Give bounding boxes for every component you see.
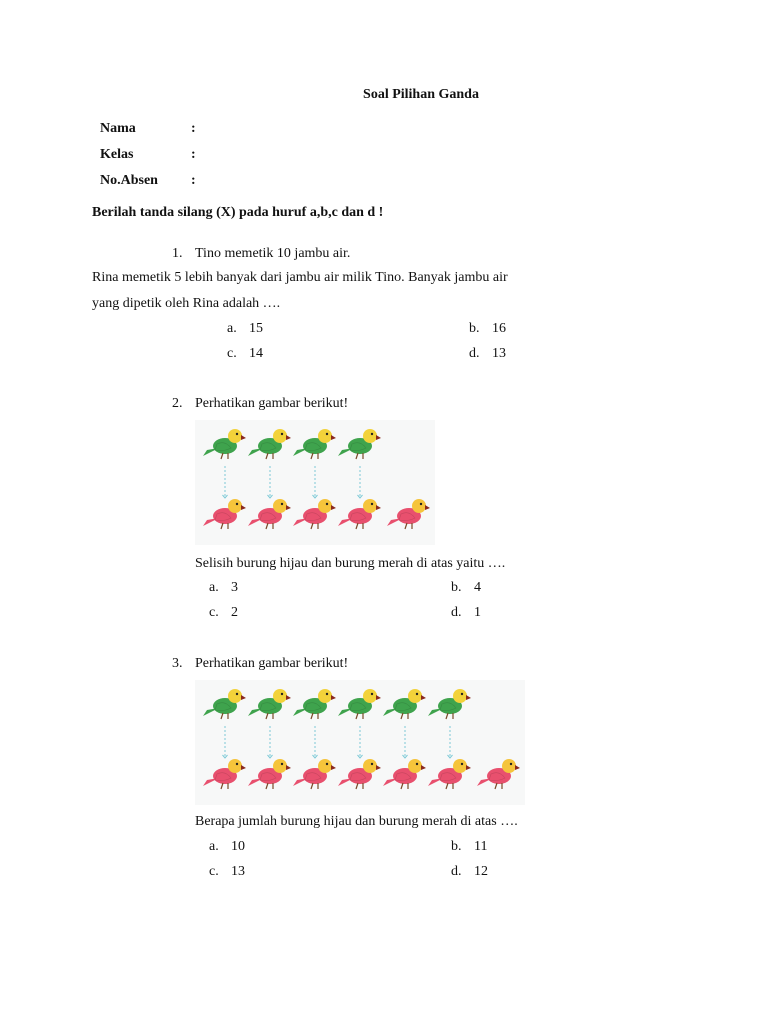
question-1-number: 1. <box>172 246 183 261</box>
q2-option-d-text: 1 <box>474 605 481 620</box>
question-2-number: 2. <box>172 396 183 411</box>
question-2-prompt: Perhatikan gambar berikut! <box>195 396 349 411</box>
class-label: Kelas <box>100 147 134 162</box>
q1-option-c-text: 14 <box>249 346 263 361</box>
name-label: Nama <box>100 121 136 136</box>
q3-option-b-text: 11 <box>474 839 488 854</box>
q2-option-b-letter: b. <box>451 580 462 595</box>
question-2-text: Selisih burung hijau dan burung merah di atas yaitu …. <box>195 556 506 571</box>
q2-option-c-text: 2 <box>231 605 238 620</box>
q2-option-a-text: 3 <box>231 580 238 595</box>
q2-option-a-letter: a. <box>209 580 219 595</box>
question-1-line-2: Rina memetik 5 lebih banyak dari jambu air milik Tino. Banyak jambu air <box>92 270 508 285</box>
question-1-line-1: Tino memetik 10 jambu air. <box>195 246 351 261</box>
q3-option-c-text: 13 <box>231 864 245 879</box>
q3-option-d-text: 12 <box>474 864 488 879</box>
absen-label: No.Absen <box>100 173 158 188</box>
question-3-text: Berapa jumlah burung hijau dan burung merah di atas …. <box>195 814 518 829</box>
q1-option-d-text: 13 <box>492 346 506 361</box>
q1-option-d-letter: d. <box>469 346 480 361</box>
absen-colon: : <box>191 173 196 188</box>
question-3-number: 3. <box>172 656 183 671</box>
birds-illustration-q2 <box>195 420 435 545</box>
instruction-text: Berilah tanda silang (X) pada huruf a,b,c dan d ! <box>92 205 384 220</box>
q3-option-d-letter: d. <box>451 864 462 879</box>
question-3-prompt: Perhatikan gambar berikut! <box>195 656 349 671</box>
birds-illustration-q3 <box>195 680 525 805</box>
page-title: Soal Pilihan Ganda <box>363 87 479 102</box>
q3-option-b-letter: b. <box>451 839 462 854</box>
q1-option-b-letter: b. <box>469 321 480 336</box>
q1-option-b-text: 16 <box>492 321 506 336</box>
q1-option-a-letter: a. <box>227 321 237 336</box>
q3-option-c-letter: c. <box>209 864 219 879</box>
question-1-line-3: yang dipetik oleh Rina adalah …. <box>92 296 281 311</box>
q1-option-c-letter: c. <box>227 346 237 361</box>
q3-option-a-text: 10 <box>231 839 245 854</box>
name-colon: : <box>191 121 196 136</box>
q1-option-a-text: 15 <box>249 321 263 336</box>
q2-option-b-text: 4 <box>474 580 481 595</box>
q2-option-d-letter: d. <box>451 605 462 620</box>
q3-option-a-letter: a. <box>209 839 219 854</box>
class-colon: : <box>191 147 196 162</box>
q2-option-c-letter: c. <box>209 605 219 620</box>
